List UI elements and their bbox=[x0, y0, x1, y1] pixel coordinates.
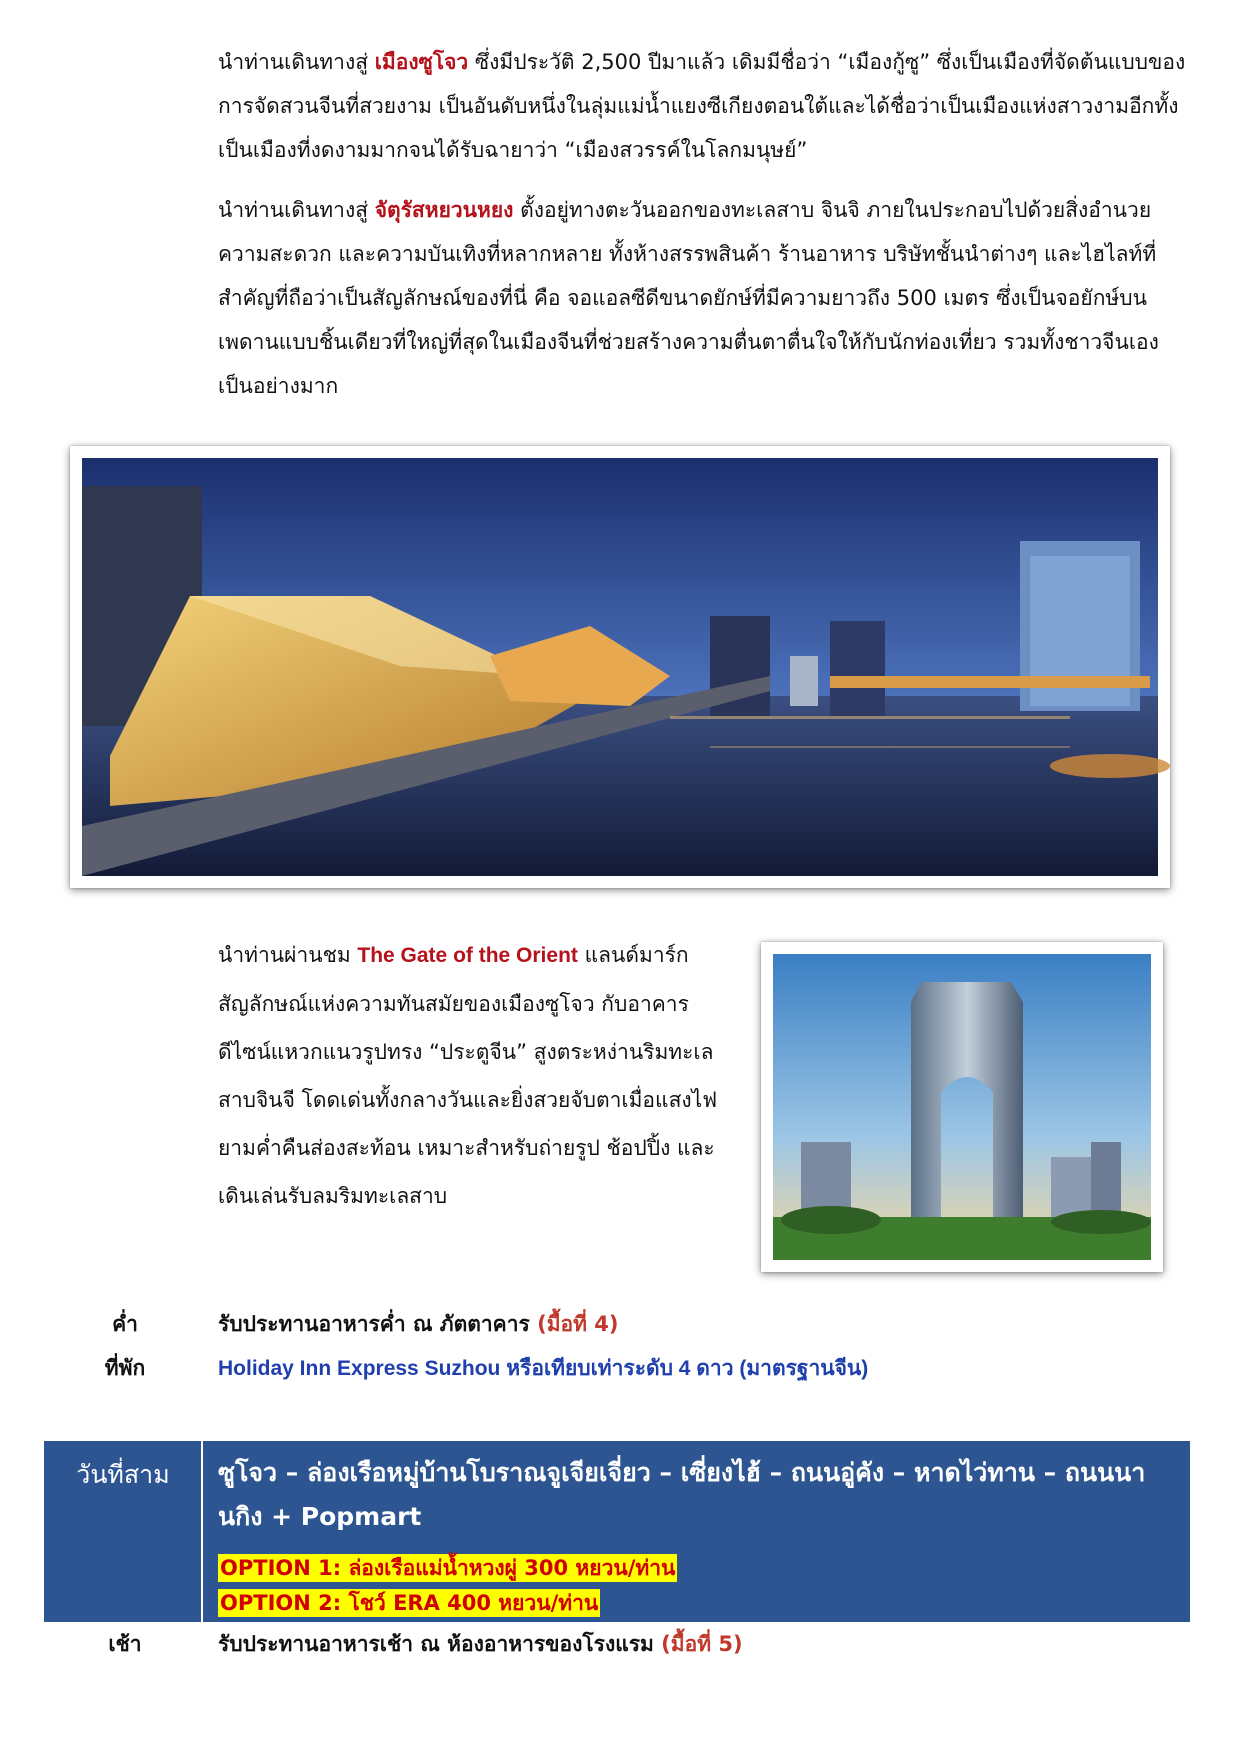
intro-text-pre: นำท่านเดินทางสู่ bbox=[218, 50, 375, 74]
yuanrong-square-photo bbox=[70, 446, 1170, 888]
dinner-label: ค่ำ bbox=[112, 1312, 138, 1336]
day3-label: วันที่สาม bbox=[76, 1460, 170, 1489]
yuanrong-night-scene bbox=[70, 446, 1170, 888]
hotel-text: Holiday Inn Express Suzhou หรือเทียบเท่าระดับ 4 ดาว (มาตรฐานจีน) bbox=[218, 1357, 869, 1380]
intro-paragraph-suzhou bbox=[218, 40, 1186, 172]
breakfast-label: เช้า bbox=[108, 1632, 142, 1656]
intro-text-post: ซึ่งมีประวัติ 2,500 ปีมาแล้ว เดิมมีชื่อว่า “เมืองกู้ซู” ซึ่งเป็นเมืองที่จัดต้นแบบของการจัดสวนจีนที่สวยงาม เป็นอันดับหนึ่งในลุ่มแม่น้ำแยงซีเกียงตอนใต้และได้ชื่อว่าเป็นเมืองแห่งสาวงามอีกทั้งเป็นเมืองที่งดงามมากจนได้รับฉายาว่า “เมืองสวรรค์ในโลกมนุษย์” bbox=[218, 50, 1186, 162]
intro2-text-post: ตั้งอยู่ทางตะวันออกของทะเลสาบ จินจิ ภายในประกอบไปด้วยสิ่งอำนวยความสะดวก และความบันเทิงที่หลากหลาย ทั้งห้างสรรพสินค้า ร้านอาหาร บริษัทชั้นนำต่างๆ และไฮไลท์ที่สำคัญที่ถือว่าเป็นสัญลักษณ์ของที่นี่ คือ จอแอลซีดีขนาดยักษ์ที่มีความยาวถึง 500 เมตร ซึ่งเป็นจอยักษ์บนเพดานแบบชิ้นเดียวที่ใหญ่ที่สุดในเมืองจีนที่ช่วยสร้างความตื่นตาตื่นใจให้กับนักท่องเที่ยว รวมทั้งชาวจีนเองเป็นอย่างมาก bbox=[218, 198, 1159, 398]
day3-option2: OPTION 2: โชว์ ERA 400 หยวน/ท่าน bbox=[220, 1591, 599, 1615]
gate-of-orient-photo bbox=[761, 942, 1163, 1272]
gate-text-pre: นำท่านผ่านชม bbox=[218, 943, 358, 967]
intro2-text-pre: นำท่านเดินทางสู่ bbox=[218, 198, 375, 222]
day3-option1: OPTION 1: ล่องเรือแม่น้ำหวงผู่ 300 หยวน/ท่าน bbox=[220, 1556, 676, 1580]
day3-title: ซูโจว – ล่องเรือหมู่บ้านโบราณจูเจียเจี่ยว – เซี่ยงไฮ้ – ถนนอู่คัง – หาดไว่ทาน – ถนนนานกิง + Popmart bbox=[218, 1458, 1146, 1531]
gate-paragraph bbox=[218, 931, 738, 1220]
breakfast-meal-number: (มื้อที่ 5) bbox=[661, 1632, 743, 1656]
gate-of-orient-scene bbox=[761, 942, 1163, 1272]
yuanrong-highlight: จัตุรัสหยวนหยง bbox=[374, 198, 514, 222]
day3-header bbox=[44, 1441, 1190, 1622]
intro-paragraph-yuanrong bbox=[218, 188, 1186, 408]
gate-text-post: แลนด์มาร์กสัญลักษณ์แห่งความทันสมัยของเมืองซูโจว กับอาคารดีไซน์แหวกแนวรูปทรง “ประตูจีน” สูงตระหง่านริมทะเลสาบจินจี โดดเด่นทั้งกลางวันและยิ่งสวยจับตาเมื่อแสงไฟยามค่ำคืนส่องสะท้อน เหมาะสำหรับถ่ายรูป ช้อปปิ้ง และเดินเล่นรับลมริมทะเลสาบ bbox=[218, 943, 718, 1208]
dinner-meal-number: (มื้อที่ 4) bbox=[537, 1312, 619, 1336]
dinner-text: รับประทานอาหารค่ำ ณ ภัตตาคาร bbox=[218, 1312, 538, 1336]
dinner-row bbox=[218, 1308, 619, 1341]
hotel-label: ที่พัก bbox=[104, 1356, 146, 1380]
breakfast-text: รับประทานอาหารเช้า ณ ห้องอาหารของโรงแรม bbox=[218, 1632, 662, 1656]
breakfast-row bbox=[218, 1628, 743, 1661]
suzhou-highlight: เมืองซูโจว bbox=[374, 50, 469, 74]
day3-divider bbox=[201, 1441, 203, 1622]
gate-highlight: The Gate of the Orient bbox=[357, 944, 578, 967]
